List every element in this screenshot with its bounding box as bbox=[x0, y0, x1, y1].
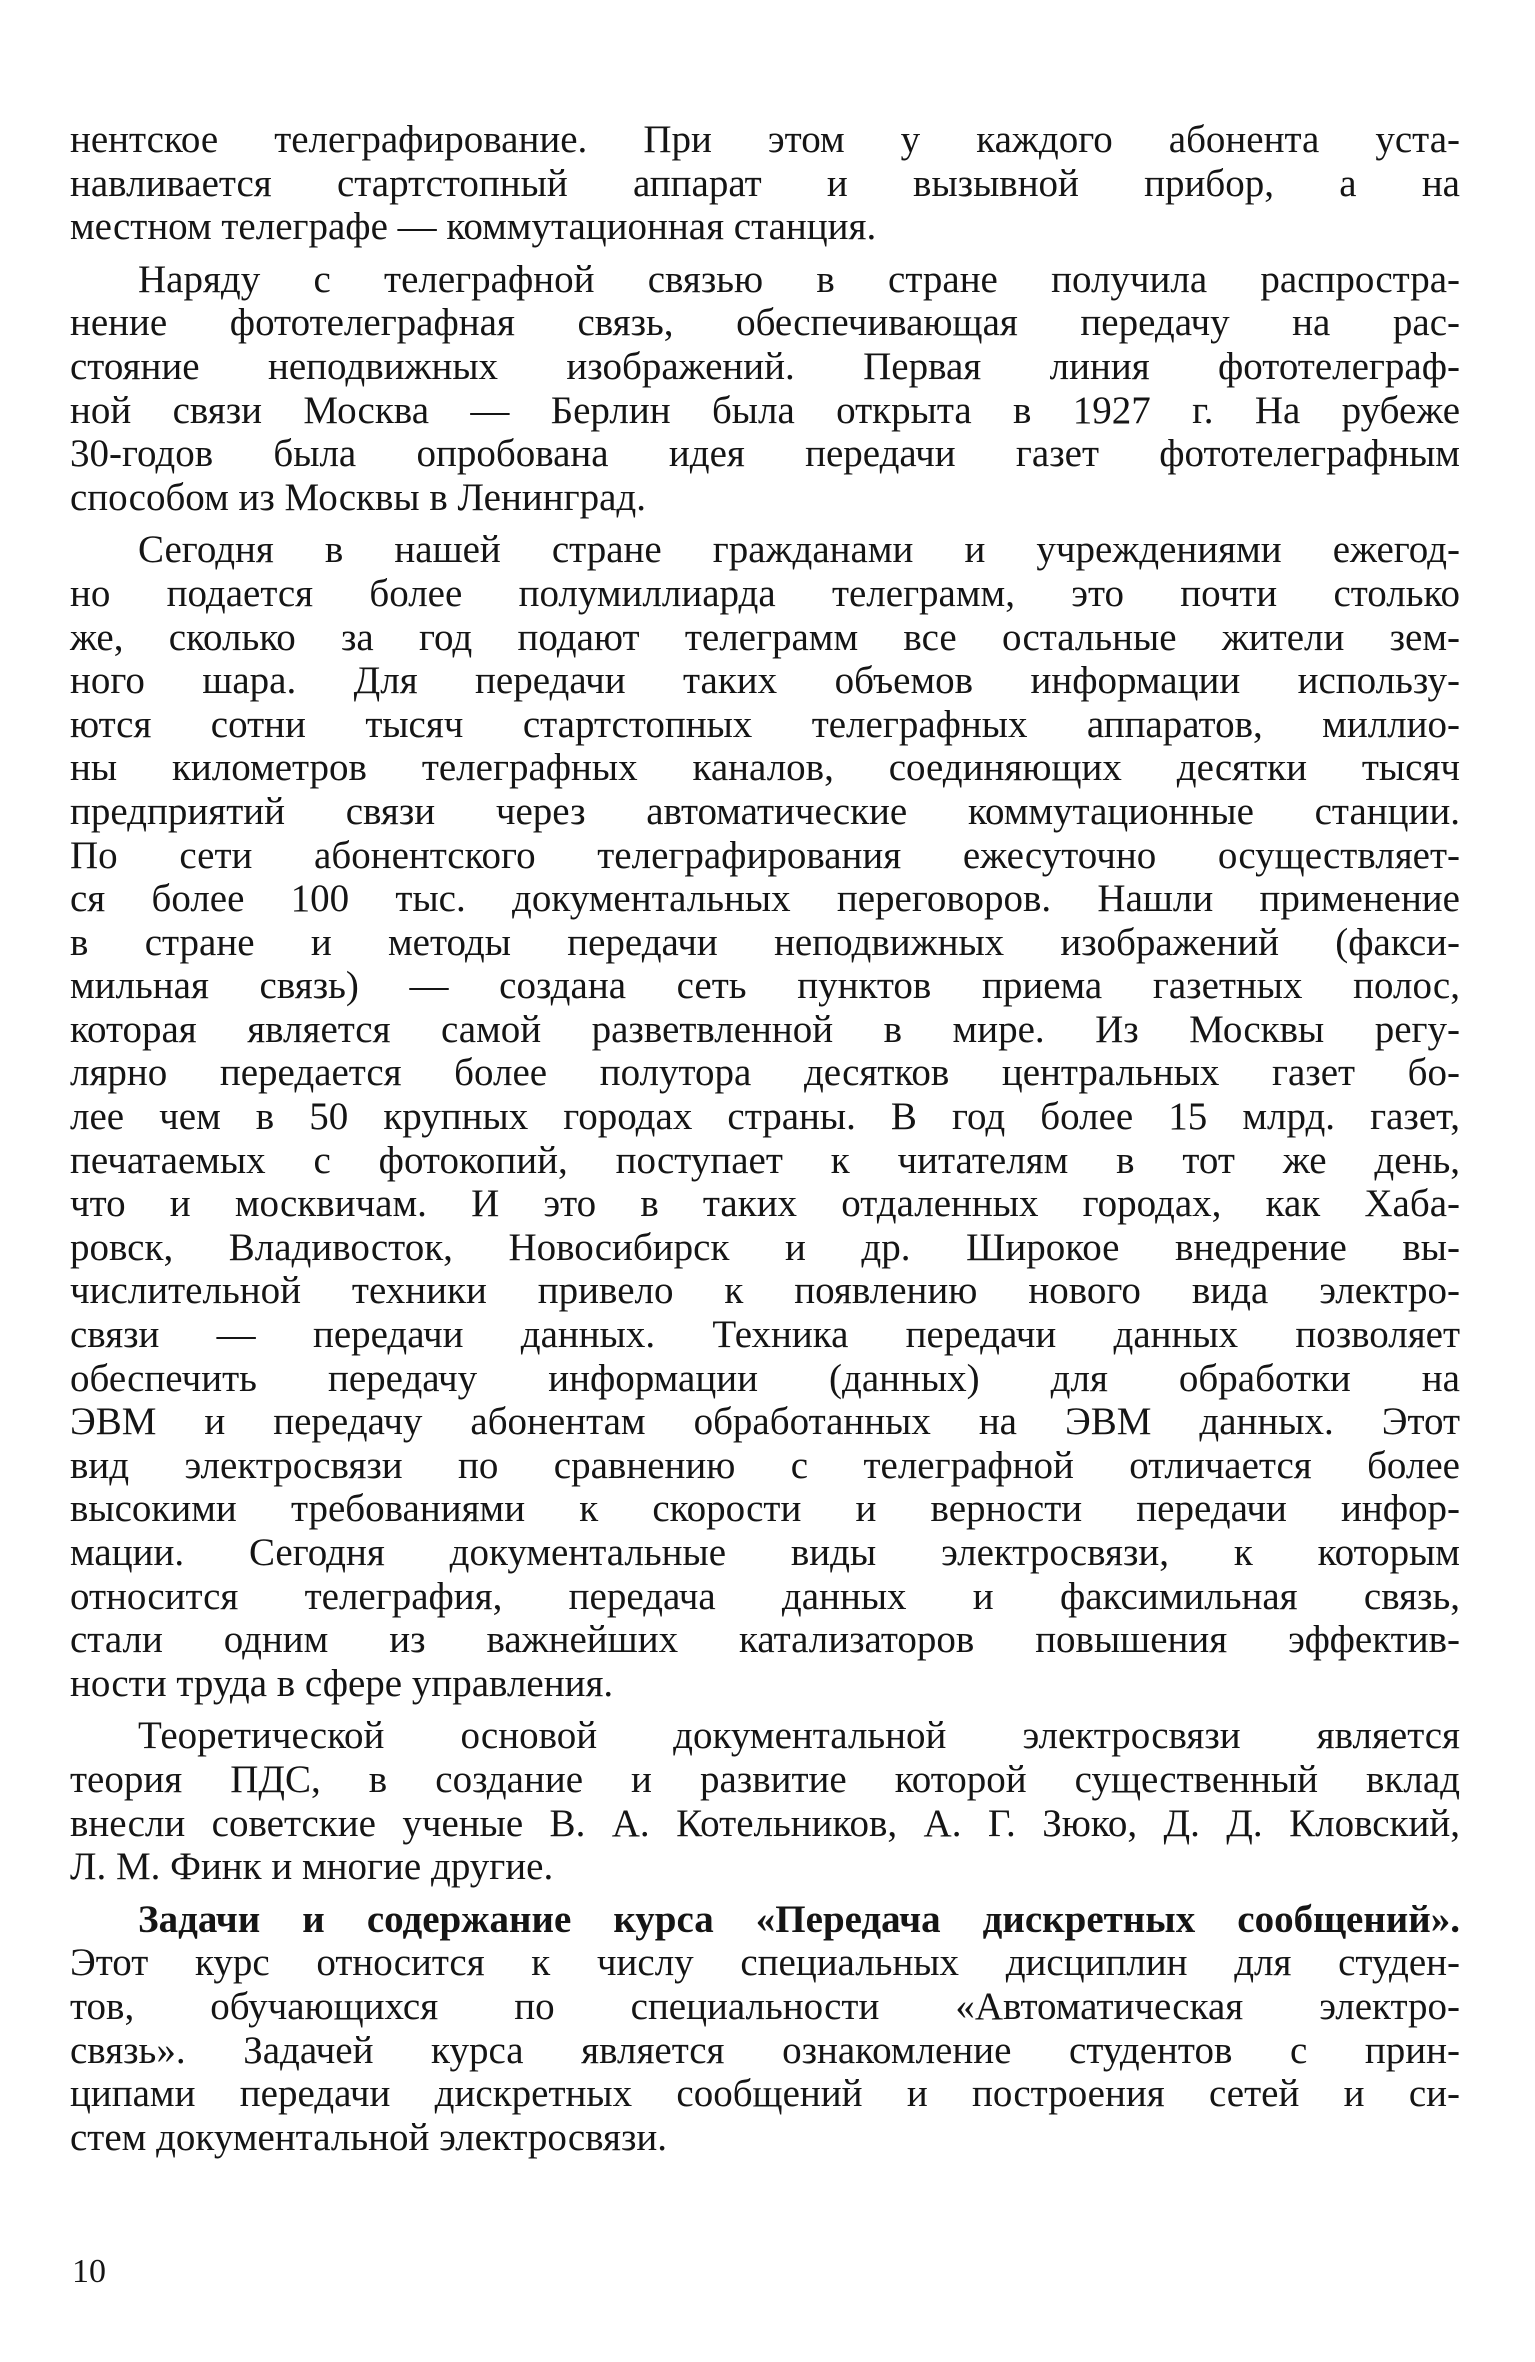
text-line: печатаемых с фотокопий, поступает к читателям в тот же день, bbox=[70, 1138, 1460, 1182]
text-line: способом из Москвы в Ленинград. bbox=[70, 475, 646, 519]
text-line: нение фототелеграфная связь, обеспечивающая передачу на рас- bbox=[70, 301, 1460, 345]
text-line: По сети абонентского телеграфирования ежесуточно осуществляет- bbox=[70, 833, 1460, 877]
text-line: но подается более полумиллиарда телеграмм, это почти столько bbox=[70, 571, 1460, 615]
text-line: в стране и методы передачи неподвижных изображений (факси- bbox=[70, 920, 1460, 964]
page-body bbox=[70, 118, 1460, 2159]
section-heading: Задачи и содержание курса «Передача дискретных сообщений». bbox=[138, 1897, 1460, 1941]
text-line: связи — передачи данных. Техника передачи данных позволяет bbox=[70, 1313, 1460, 1357]
text-line: мильная связь) — создана сеть пунктов приема газетных полос, bbox=[70, 964, 1460, 1008]
paragraph-2 bbox=[70, 258, 1460, 520]
text-line: стали одним из важнейших катализаторов повышения эффектив- bbox=[70, 1618, 1460, 1662]
text-line: Этот курс относится к числу специальных дисциплин для студен- bbox=[70, 1941, 1460, 1985]
text-line: обеспечить передачу информации (данных) для обработки на bbox=[70, 1356, 1460, 1400]
text-line: же, сколько за год подают телеграмм все остальные жители зем- bbox=[70, 615, 1460, 659]
text-line: которая является самой разветвленной в мире. Из Москвы регу- bbox=[70, 1007, 1460, 1051]
text-line: навливается стартстопный аппарат и вызывной прибор, а на bbox=[70, 161, 1460, 205]
text-line: 30-годов была опробована идея передачи газет фототелеграфным bbox=[70, 432, 1460, 476]
paragraph-3 bbox=[70, 528, 1460, 1705]
text-line: относится телеграфия, передача данных и факсимильная связь, bbox=[70, 1574, 1460, 1618]
text-line: стем документальной электросвязи. bbox=[70, 2115, 667, 2159]
text-line: нентское телеграфирование. При этом у каждого абонента уста- bbox=[70, 118, 1460, 161]
text-line: мации. Сегодня документальные виды электросвязи, к которым bbox=[70, 1531, 1460, 1574]
text-line: ЭВМ и передачу абонентам обработанных на ЭВМ данных. Этот bbox=[70, 1400, 1460, 1444]
text-line: ровск, Владивосток, Новосибирск и др. Широкое внедрение вы- bbox=[70, 1225, 1460, 1269]
text-line: связь». Задачей курса является ознакомление студентов с прин- bbox=[70, 2028, 1460, 2072]
paragraph-5 bbox=[70, 1898, 1460, 2160]
text-line: стояние неподвижных изображений. Первая линия фототелеграф- bbox=[70, 344, 1460, 388]
text-line: предприятий связи через автоматические коммутационные станции. bbox=[70, 789, 1460, 833]
text-line: ются сотни тысяч стартстопных телеграфных аппаратов, миллио- bbox=[70, 702, 1460, 746]
text-line: числительной техники привело к появлению нового вида электро- bbox=[70, 1269, 1460, 1313]
text-line: лярно передается более полутора десятков центральных газет бо- bbox=[70, 1051, 1460, 1095]
paragraph-4 bbox=[70, 1714, 1460, 1888]
text-line: ного шара. Для передачи таких объемов информации использу- bbox=[70, 659, 1460, 703]
text-line: местном телеграфе — коммутационная станция. bbox=[70, 205, 877, 249]
text-line: ности труда в сфере управления. bbox=[70, 1661, 614, 1705]
text-line: ся более 100 тыс. документальных переговоров. Нашли применение bbox=[70, 877, 1460, 921]
text-line: высокими требованиями к скорости и верности передачи инфор- bbox=[70, 1487, 1460, 1531]
text-line: вид электросвязи по сравнению с телеграфной отличается более bbox=[70, 1443, 1460, 1487]
text-line: Наряду с телеграфной связью в стране получила распростра- bbox=[138, 257, 1460, 301]
text-line: Л. М. Финк и многие другие. bbox=[70, 1845, 554, 1889]
page-number: 10 bbox=[72, 2253, 106, 2290]
text-line: ципами передачи дискретных сообщений и построения сетей и си- bbox=[70, 2072, 1460, 2116]
text-line: Теоретической основой документальной электросвязи является bbox=[138, 1714, 1460, 1758]
paragraph-1 bbox=[70, 118, 1460, 249]
text-line: Сегодня в нашей стране гражданами и учреждениями ежегод- bbox=[138, 528, 1460, 572]
text-line: теория ПДС, в создание и развитие которой существенный вклад bbox=[70, 1757, 1460, 1801]
text-line: что и москвичам. И это в таких отдаленных городах, как Хаба- bbox=[70, 1182, 1460, 1226]
text-line: внесли советские ученые В. А. Котельников, А. Г. Зюко, Д. Д. Кловский, bbox=[70, 1801, 1460, 1845]
text-line: тов, обучающихся по специальности «Автоматическая электро- bbox=[70, 1984, 1460, 2028]
text-line: ной связи Москва — Берлин была открыта в 1927 г. На рубеже bbox=[70, 388, 1460, 432]
text-line: ны километров телеграфных каналов, соединяющих десятки тысяч bbox=[70, 746, 1460, 790]
text-line: лее чем в 50 крупных городах страны. В год более 15 млрд. газет, bbox=[70, 1095, 1460, 1139]
